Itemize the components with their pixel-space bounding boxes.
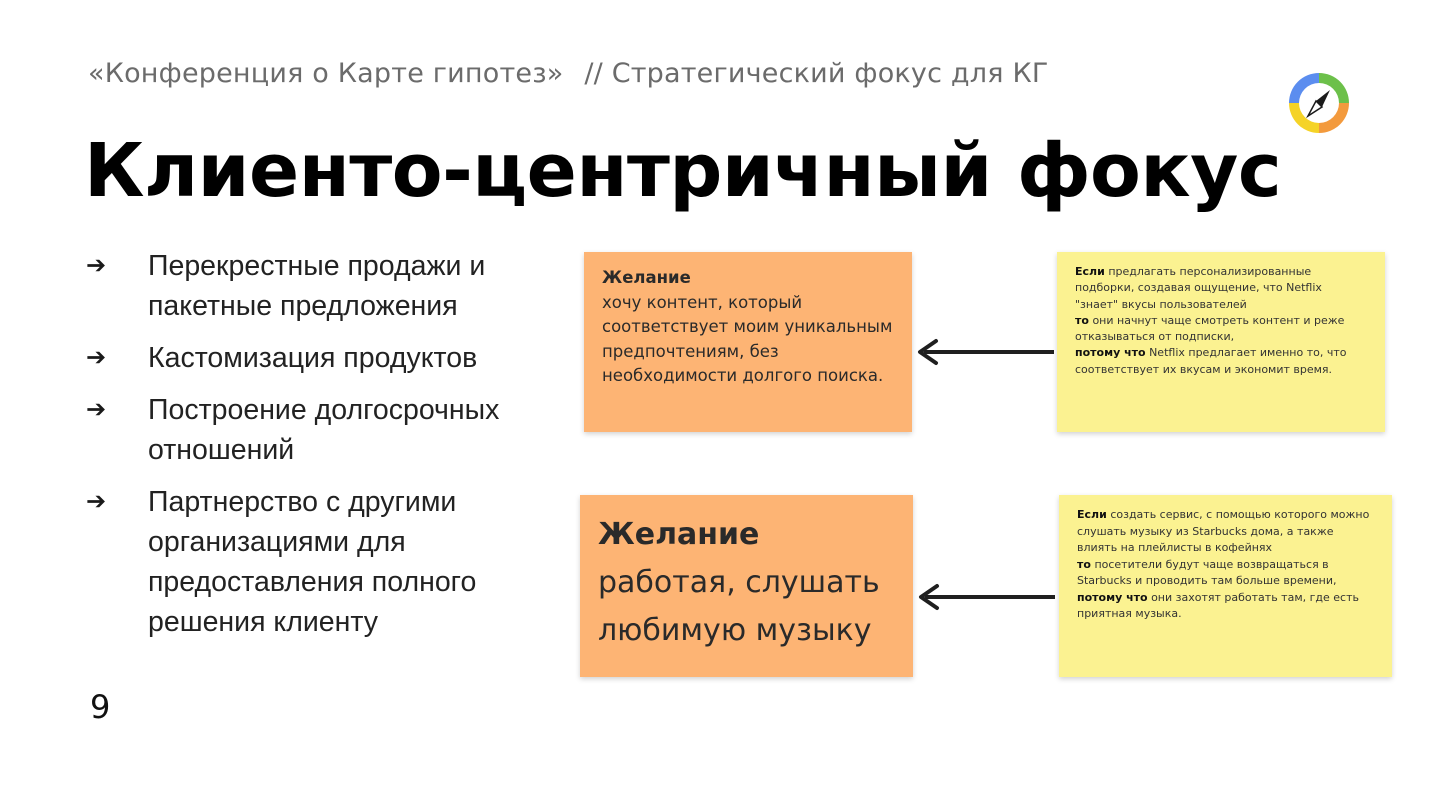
because-label: потому что [1077, 590, 1148, 604]
if-text: создать сервис, с помощью которого можно слушать музыку из Starbucks дома, а также влиять на плейлисты в кофейнях [1077, 508, 1370, 554]
desire-text: хочу контент, который соответствует моим уникальным предпочтениям, без необходимости долгого поиска. [602, 292, 893, 385]
arrow-left-icon [915, 582, 1057, 612]
compass-logo-icon [1286, 70, 1352, 136]
if-label: Если [1075, 265, 1105, 278]
page-number: 9 [90, 688, 111, 726]
slide-header [88, 58, 1049, 89]
desire-note-1 [584, 252, 912, 432]
then-text: они начнут чаще смотреть контент и реже отказываться от подписки, [1075, 313, 1345, 344]
bullet-text: Перекрестные продажи и пакетные предложения [148, 250, 486, 322]
hypothesis-note-1 [1057, 252, 1385, 432]
bullet-item [86, 390, 576, 470]
arrow-left-icon [914, 337, 1056, 367]
bullet-item [86, 482, 576, 642]
conference-name: «Конференция о Карте гипотез» [88, 58, 564, 89]
if-label: Если [1077, 508, 1107, 521]
arrow-right-icon: ➔ [86, 344, 107, 371]
bullet-text: Кастомизация продуктов [148, 342, 478, 374]
then-label: то [1075, 313, 1089, 327]
because-label: потому что [1075, 346, 1146, 360]
if-text: предлагать персонализированные подборки, создавая ощущение, что Netflix "знает" вкусы пользователей [1075, 265, 1322, 311]
arrow-right-icon: ➔ [86, 396, 107, 423]
hypothesis-note-2 [1059, 495, 1392, 677]
bullet-text: Партнерство с другими организациями для предоставления полного решения клиенту [148, 486, 477, 638]
bullet-text: Построение долгосрочных отношений [148, 394, 500, 466]
bullet-item [86, 338, 576, 378]
then-text: посетители будут чаще возвращаться в Starbucks и проводить там больше времени, [1077, 557, 1337, 587]
bullet-list [86, 246, 576, 654]
desire-title: Желание [598, 517, 760, 552]
desire-text: работая, слушать любимую музыку [598, 565, 880, 648]
because-text: Netflix предлагает именно то, что соответствует их вкусам и экономит время. [1075, 346, 1347, 376]
section-name: // Стратегический фокус для КГ [584, 58, 1049, 89]
bullet-item [86, 246, 576, 326]
then-label: то [1077, 557, 1091, 571]
desire-note-2 [580, 495, 913, 677]
desire-title: Желание [602, 268, 691, 287]
arrow-right-icon: ➔ [86, 488, 107, 515]
slide-title: Клиенто-центричный фокус [84, 128, 1282, 214]
arrow-right-icon: ➔ [86, 252, 107, 279]
because-text: они захотят работать там, где есть приятная музыка. [1077, 590, 1359, 620]
